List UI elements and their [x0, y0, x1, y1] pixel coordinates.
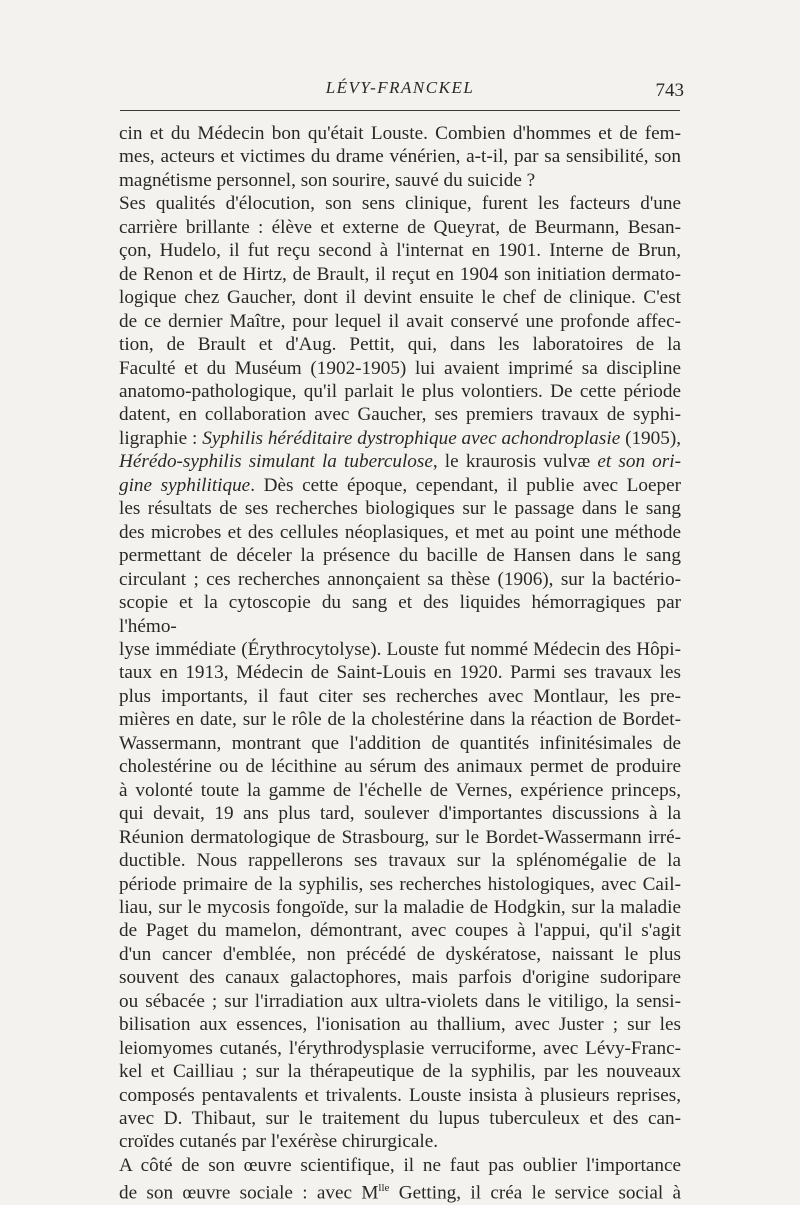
italic-title: Hérédo-syphilis simulant la tuberculose: [119, 451, 433, 473]
text-line: anatomo-pathologique, qu'il parlait le plus volontiers. De cette période: [119, 380, 681, 402]
text-line: taux en 1913, Médecin de Saint-Louis en 1920. Parmi ses travaux les: [119, 662, 681, 684]
text-line: circulant ; ces recherches annonçaient sa thèse (1906), sur la bactério-: [119, 568, 681, 590]
text-line: Hérédo-syphilis simulant la tuberculose, le kraurosis vulvæ et son ori-: [119, 451, 681, 473]
text-line: souvent des canaux galactophores, mais parfois d'origine sudoripare: [119, 967, 681, 989]
text-line: ductible. Nous rappellerons ses travaux sur la splénomégalie de la: [119, 850, 681, 872]
text-line: Ses qualités d'élocution, son sens clinique, furent les facteurs d'une: [119, 193, 681, 215]
text-line: qui devait, 19 ans plus tard, soulever d'importantes discussions à la: [119, 803, 681, 825]
text-line: permettant de déceler la présence du bacille de Hansen dans le sang: [119, 545, 681, 567]
text-line: logique chez Gaucher, dont il devint ensuite le chef de clinique. C'est: [119, 287, 681, 309]
text-line: gine syphilitique. Dès cette époque, cependant, il publie avec Loeper: [119, 474, 681, 496]
page-number: 743: [655, 80, 684, 101]
text-line: de Paget du mamelon, démontrant, avec coupes à l'appui, qu'il s'agit: [119, 920, 681, 942]
text-line: de son œuvre sociale : avec $M^{lle}$ Getting, il créa le service social à: [119, 1182, 681, 1204]
text-line: période primaire de la syphilis, ses recherches histologiques, avec Cail-: [119, 873, 681, 895]
text-line: mières en date, sur le rôle de la cholestérine dans la réaction de Bordet-: [119, 709, 681, 731]
text-line: bilisation aux essences, l'ionisation au thallium, avec Juster ; sur les: [119, 1014, 681, 1036]
text-line: lyse immédiate (Érythrocytolyse). Louste fut nommé Médecin des Hôpi-: [119, 638, 681, 660]
text-line: magnétisme personnel, son sourire, sauvé du suicide ?: [119, 169, 536, 191]
text-line: plus importants, il faut citer ses recherches avec Montlaur, les pre-: [119, 685, 681, 707]
text-line: de Renon et de Hirtz, de Brault, il reçut en 1904 son initiation dermato-: [119, 263, 681, 285]
italic-title: gine syphilitique: [119, 474, 251, 496]
text-line: scopie et la cytoscopie du sang et des liquides hémorragiques par l'hémo-: [119, 592, 681, 637]
text-line: çon, Hudelo, il fut reçu second à l'internat en 1901. Interne de Brun,: [119, 240, 681, 262]
superscript: lle: [378, 1182, 390, 1195]
text-line: cin et du Médecin bon qu'était Louste. Combien d'hommes et de fem-: [119, 123, 681, 144]
text-line: les résultats de ses recherches biologiques sur le passage dans le sang: [119, 498, 681, 520]
text-line: de ce dernier Maître, pour lequel il avait conservé une profonde affec-: [119, 310, 681, 332]
text-line: mes, acteurs et victimes du drame vénérien, a-t-il, par sa sensibilité, son: [119, 146, 681, 168]
header-rule: [120, 110, 680, 111]
text-line: d'un cancer d'emblée, non précédé de dyskératose, naissant le plus: [119, 943, 681, 965]
text-line: A côté de son œuvre scientifique, il ne faut pas oublier l'importance: [119, 1154, 681, 1176]
running-head: [120, 74, 684, 104]
text-line: Réunion dermatologique de Strasbourg, sur le Bordet-Wassermann irré-: [119, 826, 681, 848]
text-line: carrière brillante : élève et externe de Queyrat, de Beurmann, Besan-: [119, 216, 681, 238]
text-line: tion, de Brault et d'Aug. Pettit, qui, dans les laboratoires de la: [119, 334, 681, 356]
italic-title: Syphilis héréditaire dystrophique avec achondroplasie: [202, 427, 621, 449]
text-line: composés pentavalents et trivalents. Louste insista à plusieurs reprises,: [119, 1084, 681, 1106]
text-line: à volonté toute la gamme de l'échelle de Vernes, expérience princeps,: [119, 779, 681, 801]
text-line: cholestérine ou de lécithine au sérum des animaux permet de produire: [119, 756, 681, 778]
text-line: avec D. Thibaut, sur le traitement du lupus tuberculeux et des can-: [119, 1108, 681, 1130]
text-line: leiomyomes cutanés, l'érythrodysplasie verruciforme, avec Lévy-Franc-: [119, 1037, 681, 1059]
text-line: ligraphie : Syphilis héréditaire dystrophique avec achondroplasie (1905),: [119, 427, 682, 449]
italic-title: et son ori-: [597, 451, 681, 473]
text-line: croïdes cutanés par l'exérèse chirurgicale.: [119, 1131, 439, 1153]
text-line: Wassermann, montrant que l'addition de quantités infinitésimales de: [119, 732, 681, 754]
text-line: liau, sur le mycosis fongoïde, sur la maladie de Hodgkin, sur la maladie: [119, 896, 681, 918]
running-head-title: LÉVY-FRANCKEL: [325, 78, 475, 97]
text-line: ou sébacée ; sur l'irradiation aux ultra-violets dans le vitiligo, la sensi-: [119, 990, 681, 1012]
body-text: [119, 122, 681, 1205]
text-line: Faculté et du Muséum (1902-1905) lui avaient imprimé sa discipline: [119, 357, 681, 379]
text-line: des microbes et des cellules néoplasiques, et met au point une méthode: [119, 521, 681, 543]
text-line: kel et Cailliau ; sur la thérapeutique de la syphilis, par les nouveaux: [119, 1061, 681, 1083]
text-line: datent, en collaboration avec Gaucher, ses premiers travaux de syphi-: [119, 404, 681, 426]
